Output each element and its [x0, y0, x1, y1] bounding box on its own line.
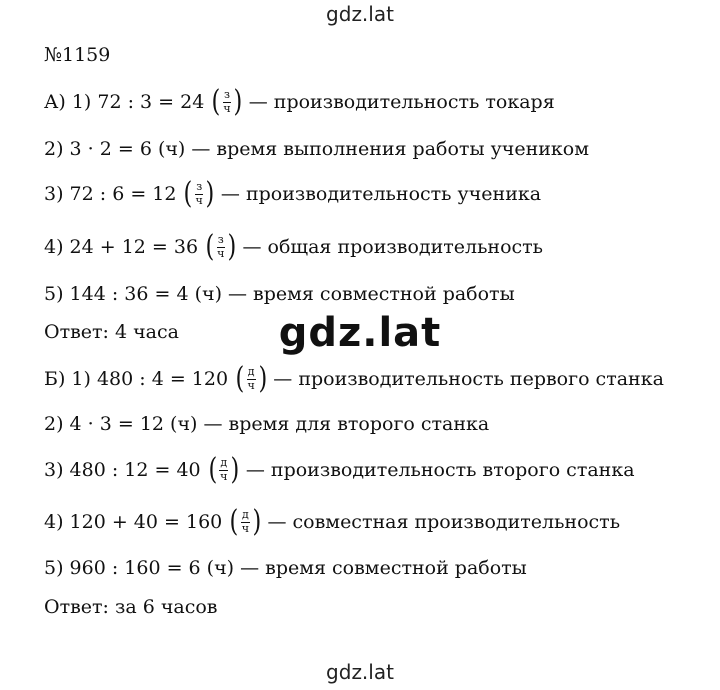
solution-line [44, 84, 555, 120]
line-expression: 3) 480 : 12 = 40 [44, 459, 201, 481]
line-description: — время совместной работы [240, 557, 527, 579]
problem-number: №1159 [44, 44, 111, 66]
line-expression: 2) 3 · 2 = 6 (ч) [44, 138, 186, 160]
fraction: ( з ч ) [205, 229, 237, 264]
fraction-denominator: ч [241, 521, 249, 535]
fraction-numerator: д [241, 507, 249, 521]
fraction: ( д ч ) [229, 504, 262, 539]
line-expression: Б) 1) 480 : 4 = 120 [44, 368, 229, 390]
line-description: — время для второго станка [203, 413, 490, 435]
solution-line [44, 504, 620, 540]
line-expression: 2) 4 · 3 = 12 (ч) [44, 413, 198, 435]
fraction-numerator: д [247, 364, 255, 378]
line-description: — производительность токаря [248, 91, 555, 113]
answer-text: Ответ: за 6 часов [44, 596, 218, 618]
fraction-numerator: з [217, 232, 224, 246]
solution-line [44, 361, 664, 397]
fraction-numerator: з [196, 179, 203, 193]
line-expression: 4) 24 + 12 = 36 [44, 236, 199, 258]
solution-line [44, 406, 489, 442]
fraction-numerator: д [220, 455, 228, 469]
line-description: — совместная производительность [267, 511, 621, 533]
line-expression: 5) 144 : 36 = 4 (ч) [44, 283, 222, 305]
solution-line [44, 229, 543, 265]
line-expression: А) 1) 72 : 3 = 24 [44, 91, 205, 113]
answer-line [44, 589, 218, 625]
fraction-denominator: ч [217, 246, 225, 260]
fraction-denominator: ч [247, 378, 255, 392]
solution-line [44, 452, 635, 488]
line-description: — время выполнения работы учеником [191, 138, 590, 160]
fraction-denominator: ч [220, 469, 228, 483]
line-expression: 4) 120 + 40 = 160 [44, 511, 223, 533]
fraction: ( д ч ) [235, 361, 267, 396]
solution-line [44, 131, 589, 167]
answer-text: Ответ: 4 часа [44, 321, 179, 343]
fraction-numerator: з [224, 87, 231, 101]
fraction: ( д ч ) [208, 452, 240, 487]
fraction-denominator: ч [195, 193, 203, 207]
solution-line [44, 550, 527, 586]
watermark-top: gdz.lat [326, 2, 394, 26]
line-description: — производительность ученика [220, 183, 542, 205]
solution-line [44, 276, 515, 312]
line-description: — производительность второго станка [245, 459, 635, 481]
watermark-bottom: gdz.lat [326, 660, 394, 684]
line-description: — время совместной работы [227, 283, 515, 305]
line-description: — производительность первого станка [273, 368, 664, 390]
line-description: — общая производительность [242, 236, 544, 258]
solution-line [44, 176, 541, 212]
line-expression: 3) 72 : 6 = 12 [44, 183, 177, 205]
line-expression: 5) 960 : 160 = 6 (ч) [44, 557, 235, 579]
watermark-middle: gdz.lat [278, 310, 442, 356]
fraction: ( з ч ) [211, 84, 243, 119]
fraction-denominator: ч [223, 101, 231, 115]
fraction: ( з ч ) [183, 176, 215, 211]
